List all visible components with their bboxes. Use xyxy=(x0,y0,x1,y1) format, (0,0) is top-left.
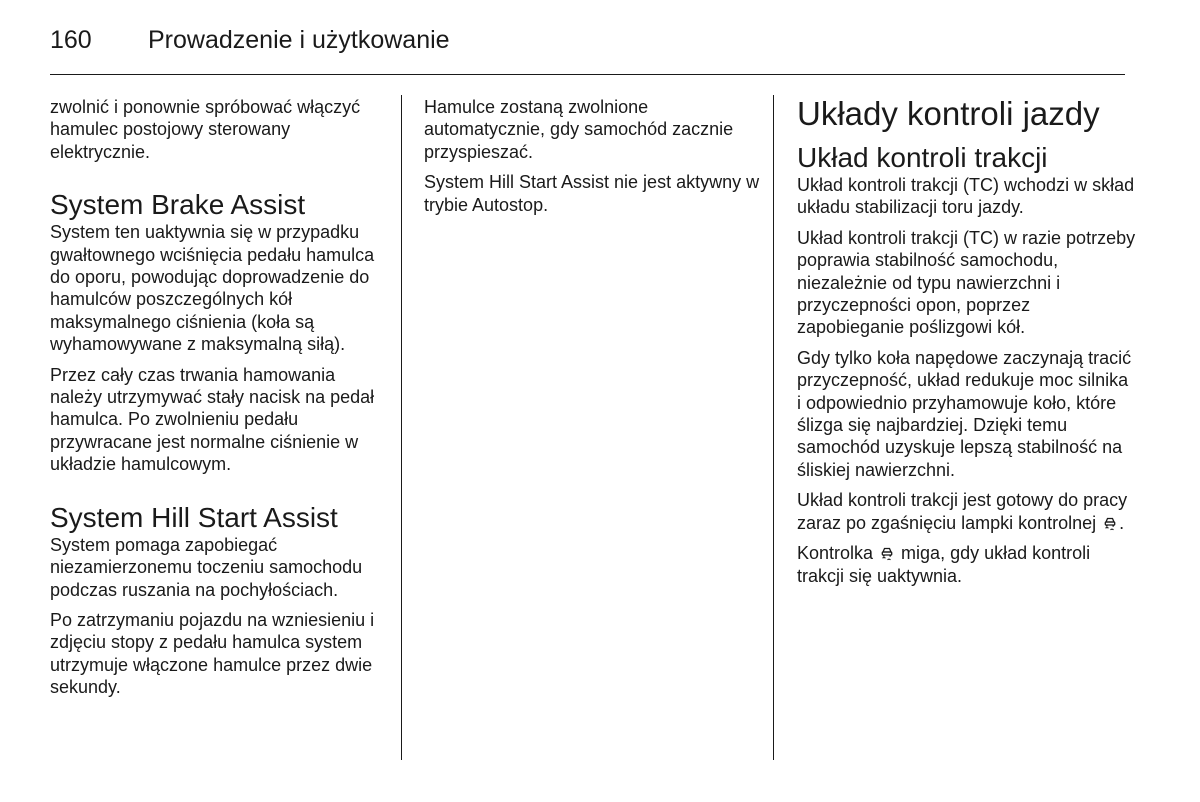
column-divider-1 xyxy=(401,95,402,760)
paragraph xyxy=(797,542,1137,587)
paragraph xyxy=(797,489,1137,534)
paragraph: Układ kontroli trakcji (TC) w razie potrzeby poprawia stabilność samochodu, niezależnie od typu nawierzchni i przyczepności opon, poprzez zapobieganie poślizgowi kół. xyxy=(797,227,1136,338)
heading-hill-start-assist: System Hill Start Assist xyxy=(50,501,338,533)
paragraph-text: Układ kontroli trakcji jest gotowy do pracy zaraz po zgaśnięciu lampki kontrolnej xyxy=(797,490,1128,533)
heading-brake-assist: System Brake Assist xyxy=(50,189,306,221)
column-left xyxy=(50,96,388,707)
page-number: 160 xyxy=(50,26,92,54)
paragraph: Układ kontroli trakcji (TC) wchodzi w skład układu stabilizacji toru jazdy. xyxy=(797,175,1135,218)
column-divider-2 xyxy=(773,95,774,760)
running-title: Prowadzenie i użytkowanie xyxy=(148,26,450,54)
column-right xyxy=(797,96,1137,595)
paragraph: Po zatrzymaniu pojazdu na wzniesieniu i zdjęciu stopy z pedału hamulca system utrzymuje włączone hamulce przez dwie sekundy. xyxy=(50,609,375,698)
paragraph: System pomaga zapobiegać niezamierzonemu toczeniu samochodu podczas ruszania na pochyłościach. xyxy=(50,534,363,600)
traction-control-warning-icon xyxy=(880,544,894,559)
paragraph: System ten uaktywnia się w przypadku gwałtownego wciśnięcia pedału hamulca do oporu, powodując doprowadzenie do hamulców poszczególnych kół maksymalnego ciśnienia (koła są wyhamowywane z maksymalną siłą). xyxy=(50,222,375,355)
paragraph: zwolnić i ponownie spróbować włączyć hamulec postojowy sterowany elektrycznie. xyxy=(50,97,361,162)
heading-driving-control-systems: Układy kontroli jazdy xyxy=(797,95,1100,132)
paragraph: System Hill Start Assist nie jest aktywny w trybie Autostop. xyxy=(424,172,760,215)
header-rule xyxy=(50,74,1125,75)
paragraph: Hamulce zostaną zwolnione automatycznie, gdy samochód zacznie przyspieszać. xyxy=(424,97,734,162)
column-middle xyxy=(424,96,760,224)
traction-control-warning-icon xyxy=(1103,514,1117,529)
paragraph: Przez cały czas trwania hamowania należy utrzymywać stały nacisk na pedał hamulca. Po zwolnieniu pedału przywracane jest normalne ciśnienie w układzie hamulcowym. xyxy=(50,364,375,475)
heading-traction-control: Układ kontroli trakcji xyxy=(797,142,1048,173)
paragraph-text: Kontrolka xyxy=(797,543,879,564)
paragraph-text: . xyxy=(1119,512,1125,533)
paragraph: Gdy tylko koła napędowe zaczynają tracić przyczepność, układ redukuje moc silnika i odpowiednio przyhamowuje koło, które ślizga się najbardziej. Dzięki temu samochód uzyskuje lepszą stabilność na śliskiej nawierzchni. xyxy=(797,347,1132,480)
paragraph-text: miga, gdy układ kontroli trakcji się uaktywnia. xyxy=(797,543,1091,586)
